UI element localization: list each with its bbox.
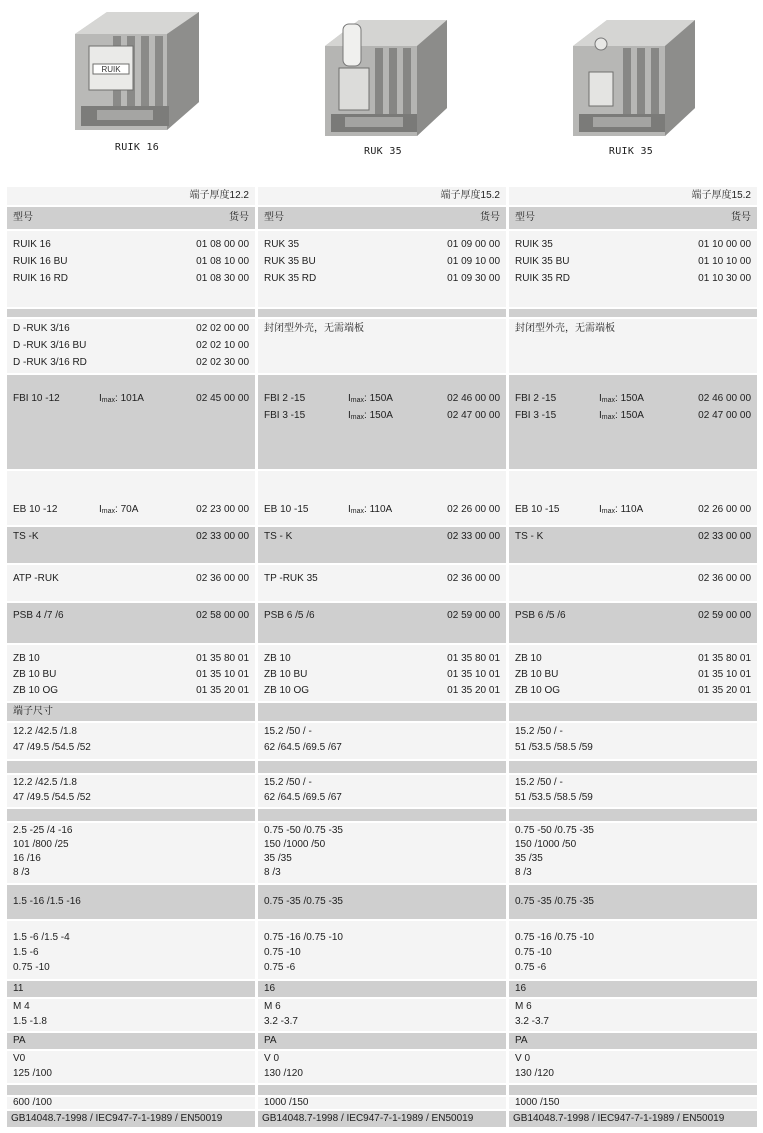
product-caption: RUIK 35 xyxy=(608,146,654,157)
order-number: 02 33 00 00 xyxy=(698,531,751,542)
part-name: RUIK 35 RD xyxy=(515,273,571,284)
imax-value: Imax: 150A xyxy=(348,393,393,404)
part-name: D -RUK 3/16 xyxy=(13,323,70,334)
thickness-label: 端子厚度15.2 xyxy=(440,190,500,201)
terminals-row xyxy=(7,231,757,307)
order-number: 01 09 10 00 xyxy=(447,256,500,267)
order-number: 01 35 80 01 xyxy=(698,653,751,664)
imax-value: Imax: 150A xyxy=(348,410,393,421)
part-name: EB 10 -15 xyxy=(264,504,309,515)
thickness-label: 端子厚度12.2 xyxy=(189,190,249,201)
part-name: FBI 2 -15 xyxy=(515,393,557,404)
order-number: 02 26 00 00 xyxy=(698,504,751,515)
order-number: 01 35 10 01 xyxy=(698,669,751,680)
type-label: 型号 xyxy=(515,212,535,223)
spec-table xyxy=(7,187,757,1127)
eb-row xyxy=(7,471,757,525)
product-images xyxy=(0,0,763,180)
ratings-row: 2.5 -25 /4 -16 101 /800 /25 16 /16 8 /3 0.75 -50 /0.75 -35 150 /1000 /50 35 /35 8 /3 0.75 -50 /0.75 -35 150 /1000 /50 35 /35 8 /3 xyxy=(7,823,757,883)
spacer-row xyxy=(7,809,757,821)
part-name: EB 10 -15 xyxy=(515,504,560,515)
material-row: PA PA PA xyxy=(7,1033,757,1049)
imax-value: Imax: 101A xyxy=(99,393,144,404)
order-number: 01 35 20 01 xyxy=(698,685,751,696)
part-name: TS - K xyxy=(515,531,544,542)
type-label: 型号 xyxy=(264,212,284,223)
rated-row: 600 /100 1000 /150 1000 /150 xyxy=(7,1097,757,1109)
imax-value: Imax: 110A xyxy=(348,504,393,515)
spacer-row xyxy=(7,1085,757,1095)
order-number: 02 36 00 00 xyxy=(196,573,249,584)
imax-value: Imax: 150A xyxy=(599,393,644,404)
part-name: FBI 3 -15 xyxy=(264,410,306,421)
order-number: 02 36 00 00 xyxy=(698,573,751,584)
order-number: 02 02 30 00 xyxy=(196,357,249,368)
part-name: RUIK 35 xyxy=(515,239,553,250)
end-cover-note: 封闭型外壳，无需端板 xyxy=(264,323,364,334)
size-label-row xyxy=(7,703,757,721)
imax-value: Imax: 70A xyxy=(99,504,139,515)
spacer-row xyxy=(7,761,757,773)
part-name: FBI 3 -15 xyxy=(515,410,557,421)
part-name: RUK 35 BU xyxy=(264,256,316,267)
part-name: D -RUK 3/16 RD xyxy=(13,357,87,368)
terminal-block-image xyxy=(561,10,701,140)
zb-row xyxy=(7,645,757,701)
part-name: ZB 10 OG xyxy=(13,685,59,696)
order-number: 02 59 00 00 xyxy=(698,610,751,621)
terminal-block-image xyxy=(313,10,453,140)
order-number: 02 58 00 00 xyxy=(196,610,249,621)
order-number: 02 33 00 00 xyxy=(196,531,249,542)
end-cover-row xyxy=(7,319,757,373)
order-number: 01 09 30 00 xyxy=(447,273,500,284)
part-name: ZB 10 BU xyxy=(515,669,559,680)
part-name: RUIK 35 BU xyxy=(515,256,570,267)
end-cover-note: 封闭型外壳，无需端板 xyxy=(515,323,615,334)
part-name: ZB 10 xyxy=(13,653,40,664)
product-caption: RUK 35 xyxy=(364,146,402,157)
part-name: ZB 10 xyxy=(264,653,291,664)
order-number: 02 46 00 00 xyxy=(698,393,751,404)
order-number: 01 35 80 01 xyxy=(447,653,500,664)
order-number: 01 35 10 01 xyxy=(447,669,500,680)
part-name: RUIK 16 RD xyxy=(13,273,69,284)
part-name: ATP -RUK xyxy=(13,573,59,584)
header-thickness-row xyxy=(7,187,757,205)
product-caption: RUIK 16 xyxy=(114,142,160,153)
part-name: ZB 10 OG xyxy=(515,685,561,696)
order-number: 02 26 00 00 xyxy=(447,504,500,515)
dims-row: 12.2 /42.5 /1.8 47 /49.5 /54.5 /52 15.2 /50 / - 62 /64.5 /69.5 /67 15.2 /50 / - 51 /53.5 /58.5 /59 xyxy=(7,723,757,759)
size-label: 端子尺寸 xyxy=(13,706,53,717)
imax-value: Imax: 150A xyxy=(599,410,644,421)
ts-row xyxy=(7,527,757,563)
header-type-row xyxy=(7,207,757,229)
order-number: 02 45 00 00 xyxy=(196,393,249,404)
wire2-row: 1.5 -6 /1.5 -4 1.5 -6 0.75 -10 0.75 -16 /0.75 -10 0.75 -10 0.75 -6 0.75 -16 /0.75 -10 0.75 -10 0.75 -6 xyxy=(7,921,757,979)
part-name: RUK 35 xyxy=(264,239,300,250)
part-name: ZB 10 BU xyxy=(264,669,308,680)
part-name: FBI 2 -15 xyxy=(264,393,306,404)
order-number: 01 08 00 00 xyxy=(196,239,249,250)
flame-row: V0 125 /100 V 0 130 /120 V 0 130 /120 xyxy=(7,1051,757,1083)
dims2-row: 12.2 /42.5 /1.8 47 /49.5 /54.5 /52 15.2 /50 / - 62 /64.5 /69.5 /67 15.2 /50 / - 51 /53.5 /58.5 /59 xyxy=(7,775,757,807)
part-name: D -RUK 3/16 BU xyxy=(13,340,87,351)
part-name: ZB 10 OG xyxy=(264,685,310,696)
order-label: 货号 xyxy=(229,212,249,223)
order-label: 货号 xyxy=(731,212,751,223)
product-ruik35 xyxy=(556,10,706,157)
part-name: TP -RUK 35 xyxy=(264,573,318,584)
order-number: 01 35 20 01 xyxy=(447,685,500,696)
imax-value: Imax: 110A xyxy=(599,504,644,515)
order-number: 02 47 00 00 xyxy=(447,410,500,421)
part-name: ZB 10 BU xyxy=(13,669,57,680)
order-number: 01 10 10 00 xyxy=(698,256,751,267)
order-number: 01 35 80 01 xyxy=(196,653,249,664)
fbi-row xyxy=(7,375,757,469)
part-name: TS - K xyxy=(264,531,293,542)
order-number: 02 02 00 00 xyxy=(196,323,249,334)
order-label: 货号 xyxy=(480,212,500,223)
order-number: 01 09 00 00 xyxy=(447,239,500,250)
wire1-row: 1.5 -16 /1.5 -16 0.75 -35 /0.75 -35 0.75 -35 /0.75 -35 xyxy=(7,885,757,919)
type-label: 型号 xyxy=(13,212,33,223)
order-number: 01 10 30 00 xyxy=(698,273,751,284)
order-number: 02 46 00 00 xyxy=(447,393,500,404)
order-number: 01 08 30 00 xyxy=(196,273,249,284)
product-ruk35 xyxy=(308,10,458,157)
part-name: FBI 10 -12 xyxy=(13,393,60,404)
psb-row xyxy=(7,603,757,643)
order-number: 02 23 00 00 xyxy=(196,504,249,515)
order-number: 02 33 00 00 xyxy=(447,531,500,542)
part-name: PSB 4 /7 /6 xyxy=(13,610,64,621)
svg-text:RUIK: RUIK xyxy=(101,65,121,74)
order-number: 02 59 00 00 xyxy=(447,610,500,621)
terminal-block-image xyxy=(67,6,207,136)
part-name: TS -K xyxy=(13,531,39,542)
part-name: ZB 10 xyxy=(515,653,542,664)
part-name: RUIK 16 xyxy=(13,239,51,250)
order-number: 02 36 00 00 xyxy=(447,573,500,584)
screw-row: M 4 1.5 -1.8 M 6 3.2 -3.7 M 6 3.2 -3.7 xyxy=(7,999,757,1031)
part-name: EB 10 -12 xyxy=(13,504,58,515)
part-name: PSB 6 /5 /6 xyxy=(515,610,566,621)
thickness-label: 端子厚度15.2 xyxy=(691,190,751,201)
order-number: 01 35 20 01 xyxy=(196,685,249,696)
part-name: RUIK 16 BU xyxy=(13,256,68,267)
order-number: 02 02 10 00 xyxy=(196,340,249,351)
order-number: 02 47 00 00 xyxy=(698,410,751,421)
product-ruik16 xyxy=(62,6,212,153)
standard-row: GB14048.7-1998 / IEC947-7-1-1989 / EN50019 GB14048.7-1998 / IEC947-7-1-1989 / EN50019 GB14048.7-1998 / IEC947-7-1-1989 / EN50019 xyxy=(7,1111,757,1127)
strip-row: 11 16 16 xyxy=(7,981,757,997)
atp-row xyxy=(7,565,757,601)
spacer-row xyxy=(7,309,757,317)
part-name: RUK 35 RD xyxy=(264,273,317,284)
order-number: 01 08 10 00 xyxy=(196,256,249,267)
part-name: PSB 6 /5 /6 xyxy=(264,610,315,621)
order-number: 01 10 00 00 xyxy=(698,239,751,250)
order-number: 01 35 10 01 xyxy=(196,669,249,680)
